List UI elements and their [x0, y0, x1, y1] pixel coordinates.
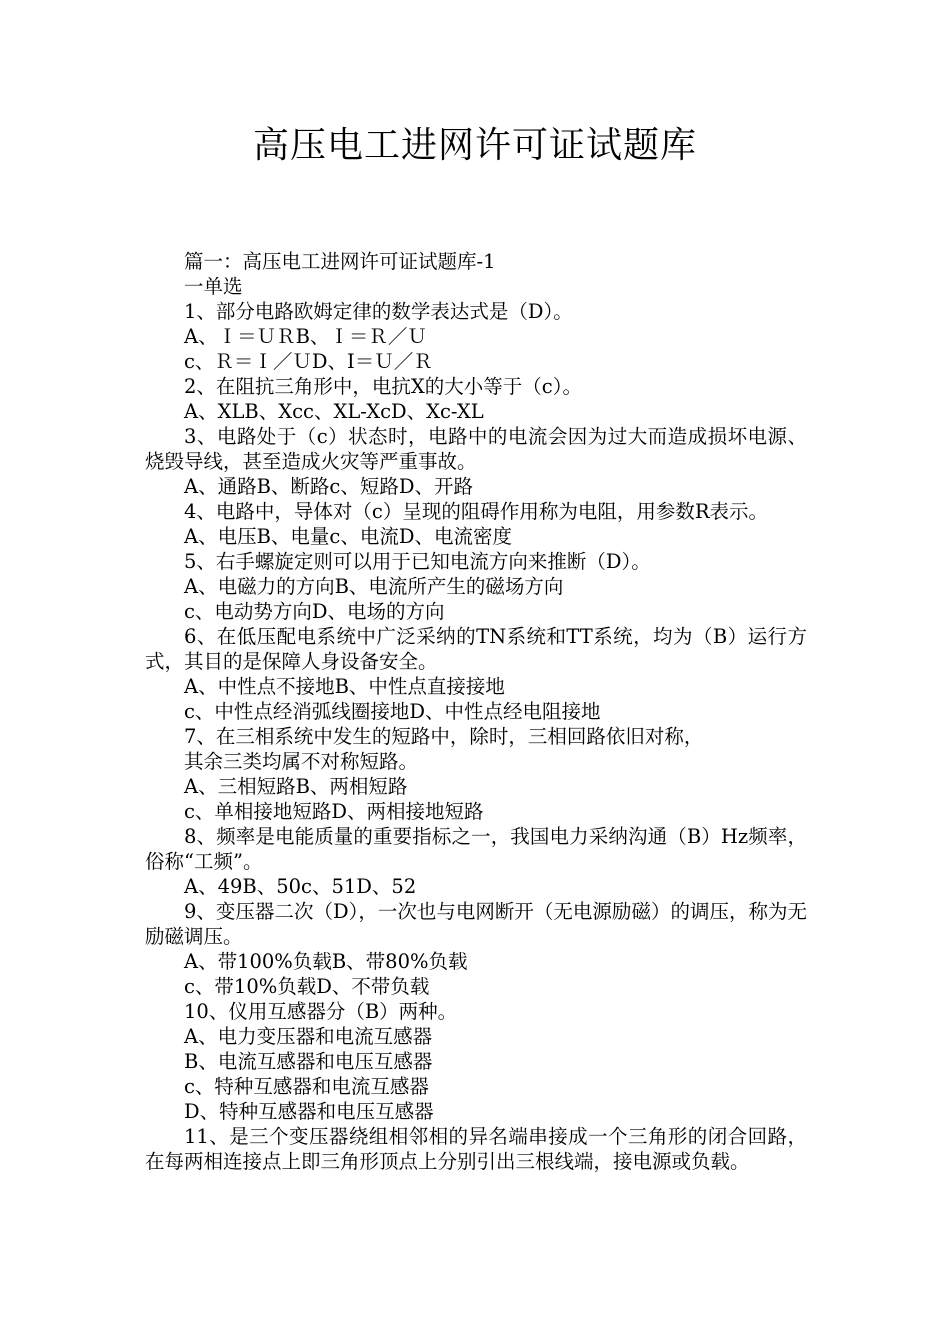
question-5-options-a: A、电磁力的方向B、电流所产生的磁场方向 [184, 575, 564, 598]
question-2: 2、在阻抗三角形中，电抗X的大小等于（c）。 [184, 375, 582, 398]
question-9-options-c: c、带10%负载D、不带负载 [184, 975, 430, 998]
question-10: 10、仪用互感器分（B）两种。 [184, 1000, 458, 1023]
question-6-options-a: A、中性点不接地B、中性点直接接地 [184, 675, 505, 698]
question-6-options-c: c、中性点经消弧线圈接地D、中性点经电阻接地 [184, 700, 601, 723]
question-3-options: A、通路B、断路c、短路D、开路 [184, 475, 473, 498]
question-6: 6、在低压配电系统中广泛采纳的TN系统和TT系统，均为（B）运行方式，其目的是保障人身设备安全。 [145, 625, 807, 673]
question-10-option-d: D、特种互感器和电压互感器 [184, 1100, 434, 1123]
question-9: 9、变压器二次（D），一次也与电网断开（无电源励磁）的调压，称为无励磁调压。 [145, 900, 807, 948]
question-7-continued: 其余三类均属不对称短路。 [184, 750, 419, 773]
question-1: 1、部分电路欧姆定律的数学表达式是（D）。 [184, 300, 573, 323]
question-1-options-c: c、Ｒ＝Ｉ／ＵD、I＝Ｕ／Ｒ [184, 350, 433, 373]
question-10-option-c: c、特种互感器和电流互感器 [184, 1075, 429, 1098]
document-body [145, 249, 807, 1174]
question-8: 8、频率是电能质量的重要指标之一，我国电力采纳沟通（B）Hz频率，俗称“工频”。 [145, 825, 807, 873]
question-1-options-a: A、Ｉ＝ＵＲB、Ｉ＝Ｒ／Ｕ [184, 325, 427, 348]
question-7-options-c: c、单相接地短路D、两相接地短路 [184, 800, 484, 823]
section-subheading: 一单选 [184, 275, 243, 298]
question-5-options-c: c、电动势方向D、电场的方向 [184, 600, 445, 623]
question-10-option-b: B、电流互感器和电压互感器 [184, 1050, 433, 1073]
question-8-options: A、49B、50c、51D、52 [184, 875, 417, 898]
question-7: 7、在三相系统中发生的短路中，除时，三相回路依旧对称， [184, 725, 704, 748]
section-heading: 篇一：高压电工进网许可证试题库-1 [184, 250, 496, 273]
question-10-option-a: A、电力变压器和电流互感器 [184, 1025, 433, 1048]
question-7-options-a: A、三相短路B、两相短路 [184, 775, 408, 798]
document-title: 高压电工进网许可证试题库 [252, 125, 697, 166]
question-4: 4、电路中，导体对（c）呈现的阻碍作用称为电阻，用参数R表示。 [184, 500, 769, 523]
question-4-options: A、电压B、电量c、电流D、电流密度 [184, 525, 512, 548]
question-2-options: A、XLB、Xcc、XL-XcD、Xc-XL [184, 400, 484, 423]
question-5: 5、右手螺旋定则可以用于已知电流方向来推断（D）。 [184, 550, 651, 573]
question-3: 3、电路处于（c）状态时，电路中的电流会因为过大而造成损坏电源、烧毁导线，甚至造成火灾等严重事故。 [145, 425, 807, 473]
question-9-options-a: A、带100%负载B、带80%负载 [184, 950, 468, 973]
question-11: 11、是三个变压器绕组相邻相的异名端串接成一个三角形的闭合回路，在每两相连接点上即三角形顶点上分别引出三根线端，接电源或负载。 [145, 1125, 807, 1173]
